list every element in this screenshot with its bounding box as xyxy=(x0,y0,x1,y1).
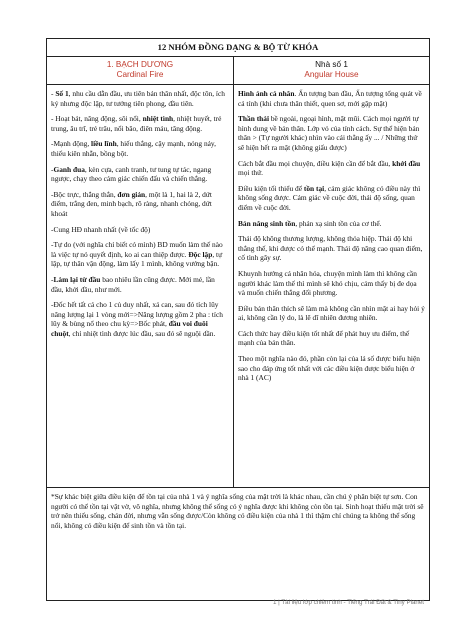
table-body-row xyxy=(47,85,429,488)
right-col-paragraph xyxy=(238,159,425,178)
keyword-bold: Làm lại từ đầu xyxy=(53,274,101,284)
text-span: Theo một nghĩa nào đó, phần còn lại của lá số được biểu hiện sao cho đáp ứng tốt nhất với các điều kiện được biểu hiện ở nhà 1 (AC) xyxy=(238,354,420,383)
text-span: bao nhiêu lần cũng được. Mới mẻ, lần đầu, khởi đầu, như mới. xyxy=(51,274,215,294)
right-col-paragraph xyxy=(238,234,425,263)
text-span: Cách bắt đầu mọi chuyện, điều kiện cần để bắt đầu, xyxy=(238,158,393,168)
left-col-paragraph xyxy=(51,275,229,294)
right-col-paragraph xyxy=(238,304,425,323)
text-span: bề ngoài, ngoại hình, mặt mũi. Cách mọi người tự hình dung về bản thân. Lớp vỏ của tính cách. Sự thể hiện bản thân > (Tự người khác) nhìn vào cái thằng ấy ... / Những thứ sẽ hiện hết ra mặt (không giấu được) xyxy=(238,114,420,152)
left-col-paragraph xyxy=(51,89,229,108)
text-span: - Hoạt bát, năng động, sôi nổi, xyxy=(51,114,143,124)
left-col-paragraph xyxy=(51,240,229,269)
right-col-paragraph xyxy=(238,89,425,108)
text-span: - xyxy=(51,89,56,98)
text-span: Cách thức hay điều kiện tốt nhất để phát huy ưu điểm, thế mạnh của bản thân. xyxy=(238,328,410,348)
text-span: -Mạnh động, xyxy=(51,139,92,149)
text-span: , tự lập, tự thân vận động, làm lấy 1 mình, không vướng bận. xyxy=(51,249,223,269)
text-span: , kèn cựa, canh tranh, tư tung tự tác, ngang ngược, chạy theo cảm giác chiến đấu và chiến thắng. xyxy=(51,164,212,184)
house-sub: Angular House xyxy=(304,70,359,79)
aries-header xyxy=(47,57,234,84)
text-span: , một là 1, hai là 2, dứt điểm, trắng đen, minh bạch, rõ ràng, nhanh chóng, dứt khoát xyxy=(51,189,212,218)
right-col-paragraph xyxy=(238,114,425,152)
keyword-bold: khởi đầu xyxy=(392,158,421,168)
text-span: , hiếu thắng, cậy mạnh, nóng nảy, thiếu kiên nhẫn, bồng bột. xyxy=(51,139,216,158)
keyword-bold: Hình ảnh cá nhân xyxy=(238,89,295,98)
right-col-paragraph xyxy=(238,329,425,348)
footnote: *Sự khác biệt giữa điều kiện để tồn tại của nhà 1 và ý nghĩa sống của mặt trời là khác nhau, cần chú ý phân biệt tự sơn. Con người có thể tồn tại vật vờ, vô nghĩa, nhưng không thể sống có ý nghĩa được khi không còn tồn tại. Sinh hoạt thiếu mặt trời sẽ trở nên thiếu sống, chán đời, nhưng vẫn sống được/Còn không có điều kiện của nhà 1 thì thậm chí chúng ta không thể sống nổi, không có điều kiện để sinh tồn và tồn tại. xyxy=(51,492,424,530)
keyword-bold: liều lĩnh xyxy=(91,139,117,149)
text-span: -Tự do (với nghĩa chỉ biết có mình) BD muốn làm thế nào là việc tự nó quyết định, ko ai can thiệp được. xyxy=(51,240,223,259)
right-col-paragraph xyxy=(238,184,425,213)
aries-sub: Cardinal Fire xyxy=(116,70,164,79)
right-col-paragraph xyxy=(238,219,425,229)
left-col-paragraph xyxy=(51,114,229,133)
keyword-bold: Bản năng sinh tồn xyxy=(238,218,296,228)
keyword-table xyxy=(46,38,430,601)
right-col-paragraph xyxy=(238,354,425,383)
keyword-bold: tồn tại xyxy=(303,183,325,193)
text-span: Khuynh hướng cá nhân hóa, chuyện mình làm thì không cần người khác làm thế thì mình sẽ khó chịu, cảm thấy bị đe dọa và muốn chiến thắng đối phương. xyxy=(238,268,417,298)
text-span: -Đốc hết tất cả cho 1 củ duy nhất, xả can, sau đó tích lũy năng lượng lại 1 vòng mới=>Năng lượng gồm 2 pha : tích lũy & bùng nổ theo chu kỳ=>Bốc phát, xyxy=(51,300,223,329)
left-col-paragraph xyxy=(51,190,229,219)
aries-name: 1. BẠCH DƯƠNG xyxy=(106,60,174,69)
house-keywords-column xyxy=(234,85,429,487)
text-span: Điều kiện tối thiểu để xyxy=(238,183,304,193)
text-span: , nhiệt huyết, trẻ trung, âu trĩ, trẻ trâu, nổi bão, điên máu, tăng động. xyxy=(51,114,222,133)
keyword-bold: Thần thái xyxy=(238,114,270,124)
text-span: , phản xạ sinh tồn của cơ thể. xyxy=(295,218,382,228)
text-span: . Ấn tượng ban đầu, Ấn tượng tổng quát về cá tính (khi chưa thân thiết, quen sơ, mới gặp mặt) xyxy=(238,89,422,108)
text-span: -Cung HĐ nhanh nhất (về tốc độ) xyxy=(51,224,151,234)
keyword-bold: Độc lập xyxy=(188,249,213,259)
left-col-paragraph xyxy=(51,300,229,338)
house-name: Nhà số 1 xyxy=(315,60,348,69)
house-header xyxy=(234,57,429,84)
keyword-bold: Ganh đua xyxy=(53,164,85,174)
table-header-row xyxy=(47,57,429,85)
text-span: Điều bản thân thích sẽ làm mà không cần nhìn mặt ai hay hỏi ý ai, không cần lý do, là lẽ dĩ nhiên đương nhiên. xyxy=(238,303,425,323)
left-col-paragraph xyxy=(51,165,229,184)
keyword-bold: đơn giản xyxy=(117,189,146,199)
left-col-paragraph xyxy=(51,225,229,235)
aries-keywords-column xyxy=(47,85,234,487)
text-span: , chỉ nhiệt tình được lúc đầu, sau đó sẽ nguội dần. xyxy=(68,328,216,338)
table-title: 12 NHÓM ĐỒNG DẠNG & BỘ TỪ KHÓA xyxy=(47,39,429,57)
text-span: - xyxy=(51,164,54,174)
page-footer: 1 | Tài liệu lớp chiêm tinh - Tiếng Trái Đất & Tiny Planet xyxy=(272,599,424,606)
left-col-paragraph xyxy=(51,139,229,158)
text-span: , nhu cầu dẫn đầu, ưu tiên bản thân nhất, độc tôn, ích kỷ nhưng độc lập, tư tưởng tiên phong, đầu tiên. xyxy=(51,89,225,108)
text-span: -Bộc trực, thẳng thắn, xyxy=(51,189,118,199)
text-span: Thái độ không thương lượng, không thỏa hiệp. Thái độ khi thắng thế, khi được có thể mạnh. Thái độ năng cao quan điểm, cố tình gây sự. xyxy=(238,234,423,263)
keyword-bold: nhiệt tình xyxy=(142,114,174,124)
text-span: , cảm giác không có điều này thì không sống được. Cảm giác về cuộc đời, thái độ sống, quan điểm về cuộc đời. xyxy=(238,183,421,212)
text-span: - xyxy=(51,274,54,284)
keyword-bold: Số 1 xyxy=(55,89,69,98)
keyword-bold: đầu voi đuôi chuột xyxy=(51,319,208,338)
text-span: mọi thứ. xyxy=(238,168,263,178)
right-col-paragraph xyxy=(238,269,425,298)
